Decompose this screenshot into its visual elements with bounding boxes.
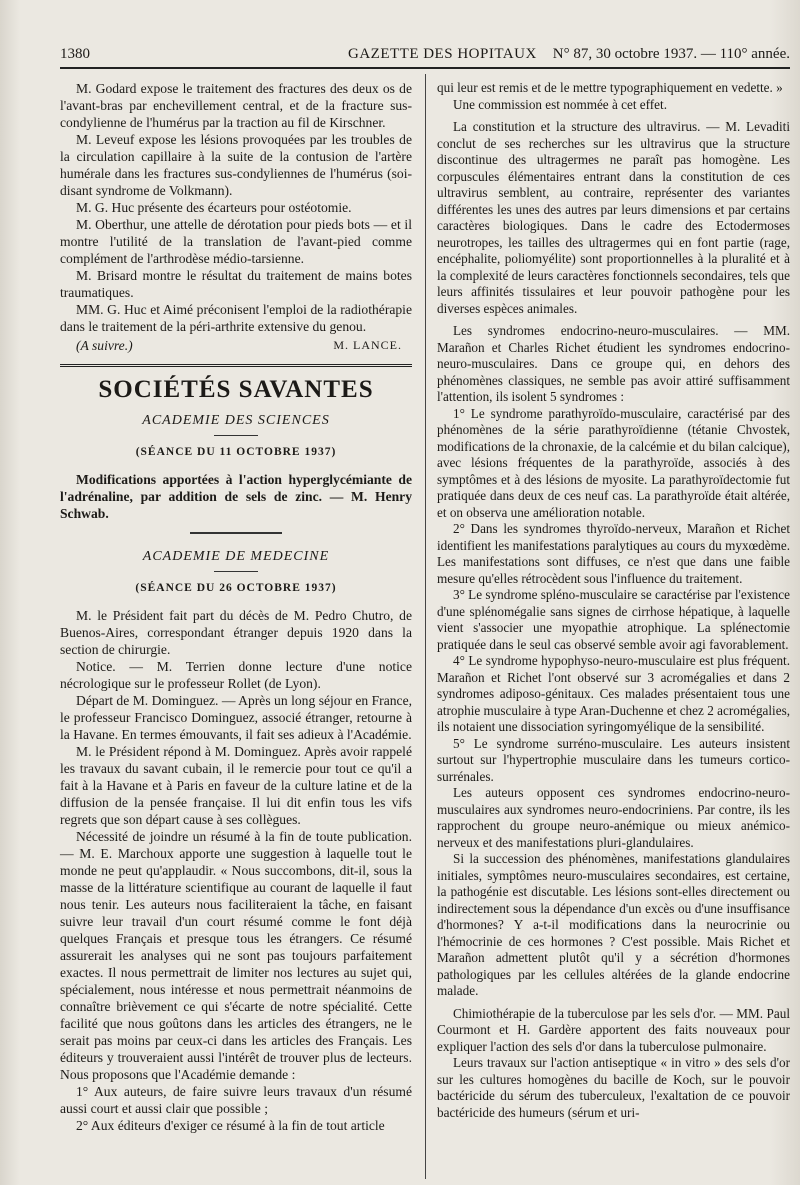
paragraph-brisard: M. Brisard montre le résultat du traitement de mains botes traumatiques. <box>60 268 412 300</box>
syndrome-4: 4° Le syndrome hypophyso-neuro-musculaire est plus fréquent. Marañon et Richet l'ont observé sur 3 acromégalies et dans 2 syndromes adiposo-génitaux. Ces malades présentaient tous une atrophie musculaire à type Aran-Duchenne et chez 2 acromégalies, ils notaient une dissociation syringomyélique de la sensibilité. <box>437 653 790 734</box>
paragraph-reponse: M. le Président répond à M. Dominguez. Après avoir rappelé les travaux du savant cubain, il le remercie pour tout ce qu'il a fait à la Havane et à Paris en faveur de la culture latine et de la diffusion de la pensée française. Il lui dit enfin tous les vifs regrets que son départ cause à ses collègues. <box>60 744 412 827</box>
paragraph-necessite: Nécessité de joindre un résumé à la fin de toute publication. — M. E. Marchoux apporte une suggestion à laquelle tout le monde ne peut qu'applaudir. « Nous succombons, dit-il, sous la masse de la littérature scientifique au courant de laquelle il faut nous tenir. Les auteurs nous faciliteraient la tâche, en faisant suivre leur travail d'un court résumé comme le font déjà quelques Français et presque tous les étrangers. Ce résumé assurerait les analyses qui ne sont pas toujours parfaitement exactes. Il nous permettrait de limiter nos lectures au sujet qui, spécialement, nous intéresse et nous permettrait néanmoins de connaître brièvement ce qui s'écarte de notre spécialité. Cette facilité que nous goûtons dans les articles des étrangers, ne le serait pas moins par ceux-ci dans les articles des Français. Les éditeurs y trouveraient aussi l'intérêt de trouver plus de lecteurs. Nous proposons que l'Académie demande : <box>60 829 412 1082</box>
paragraph-godard: M. Godard expose le traitement des fractures des deux os de l'avant-bras par enchevillement central, et de la fracture sus-condylienne de l'humérus par la traction au fil de Kirschner. <box>60 81 412 130</box>
paragraph-leveuf: M. Leveuf expose les lésions provoquées par les troubles de la circulation capillaire à la suite de la contusion de l'artère humérale dans les fractures sus-condyliennes de l'humérus (soi-disant syndrome de Volkmann). <box>60 132 412 198</box>
paragraph-succession: Si la succession des phénomènes, manifestations glandulaires initiales, symptômes neuro-musculaires secondaires, est certaine, la pathogénie est discutable. Les lésions sont-elles directement ou indirectement sous la dépendance d'un excès ou d'une insuffisance d'hormones? Y a-t-il modifications dans la neurocrinie ou l'hémocrinie de ces hormones ? C'est possible. Mais Richet et Marañon admettent plutôt qu'il y a sécrétion d'hormones pathologiques par les cellules altérées de la glande endocrine malade. <box>437 851 790 998</box>
syndrome-1: 1° Le syndrome parathyroïdo-musculaire, caractérisé par des phénomènes de la série parathyroïdienne (tétanie Chvostek, modifications de la chronaxie, de la calcémie et du bilan calcique), avec lésions fréquentes de la parathyroïde, associés à des symptômes et à des lésions de myosite. La parathyroïdectomie fut pratiquée dans deux de ces neuf cas. La parathyroïde était altérée, et on observa une amélioration notable. <box>437 405 790 520</box>
mid-rule <box>190 532 282 534</box>
short-rule <box>214 435 258 436</box>
paragraph-opposent: Les auteurs opposent ces syndromes endocrino-neuro-musculaires aux syndromes neuro-endocriniens. Par contre, ils les rapprochent du groupe neuro-anémique ou mieux anémico-nerveux et des manifestations pluri-glandulaires. <box>437 785 790 850</box>
academy-sciences-heading: ACADEMIE DES SCIENCES <box>142 413 330 428</box>
syndrome-2: 2° Dans les syndromes thyroïdo-nerveux, Marañon et Richet identifient les manifestations paralytiques au cours du myxœdème. Les manifestations sont diffuses, ce n'est que dans une faible mesure qu'elles rétrocèdent sous l'influence du traitement. <box>437 521 790 586</box>
paragraph-chimiotherapie: Chimiothérapie de la tuberculose par les sels d'or. — MM. Paul Courmont et H. Gardère apportent des faits nouveaux pour expliquer l'action des sels d'or dans la tuberculose pulmonaire. <box>437 1005 790 1054</box>
page-header <box>60 46 790 66</box>
left-column <box>60 80 412 1134</box>
right-column <box>437 80 790 1121</box>
paragraph-commission: Une commission est nommée à cet effet. <box>453 96 667 112</box>
paragraph-syndromes: Les syndromes endocrino-neuro-musculaires. — MM. Marañon et Charles Richet étudient les syndromes endocrino-neuro-musculaires. Dans ce groupe qui, en dehors des phénomènes classiques, ne semble pas avoir attiré suffisamment l'attention, ils isolent 5 syndromes : <box>437 323 790 404</box>
section-double-rule <box>60 364 412 367</box>
syndrome-5: 5° Le syndrome surréno-musculaire. Les auteurs insistent surtout sur l'hypertrophie musculaire dans les tumeurs cortico-surrénales. <box>437 735 790 784</box>
paragraph-president: M. le Président fait part du décès de M. Pedro Chutro, de Buenos-Aires, correspondant étranger depuis 1920 dans la section de chirurgie. <box>60 608 412 657</box>
article-author: M. LANCE. <box>333 338 402 352</box>
paragraph-item-1: 1° Aux auteurs, de faire suivre leurs travaux d'un résumé aussi court et aussi clair que possible ; <box>60 1084 412 1116</box>
syndrome-3: 3° Le syndrome spléno-musculaire se caractérise par l'existence d'une splénomégalie sans signes de cirrhose hépatique, à laquelle vient s'associer une myopathie atrophique. La splénectomie pratiquée dans le seul cas observé semble avoir agi favorablement. <box>437 587 790 652</box>
header-rule <box>60 67 790 69</box>
paragraph-modifications: Modifications apportées à l'action hyperglycémiante de l'adrénaline, par addition de sels de zinc. — M. Henry Schwab. <box>60 472 412 521</box>
signature-line <box>60 337 412 354</box>
journal-title: GAZETTE DES HOPITAUX <box>348 46 537 62</box>
seance-date-2: (SÉANCE DU 26 OCTOBRE 1937) <box>135 582 337 594</box>
issue-info: N° 87, 30 octobre 1937. — 110° année. <box>552 46 790 62</box>
seance-date-1: (SÉANCE DU 11 OCTOBRE 1937) <box>135 446 337 458</box>
column-divider <box>425 74 426 1179</box>
paragraph-oberthur: M. Oberthur, une attelle de dérotation pour pieds bots — et il montre l'utilité de la translation de l'avant-pied comme complément de l'arthrodèse médio-tarsienne. <box>60 217 412 266</box>
to-be-continued: (A suivre.) <box>76 338 133 353</box>
paragraph-travaux: Leurs travaux sur l'action antiseptique « in vitro » des sels d'or sur les cultures homogènes du bacille de Koch, sur le pouvoir bactéricide du sérum des tuberculeux, l'exaltation de ce pouvoir bactéricide des humeurs (sérum et uri- <box>437 1055 790 1120</box>
academy-medicine-heading: ACADEMIE DE MEDECINE <box>142 549 330 564</box>
paragraph-continuation: qui leur est remis et de le mettre typographiquement en vedette. » <box>437 80 783 95</box>
paragraph-notice: Notice. — M. Terrien donne lecture d'une notice nécrologique sur le professeur Rollet (de Lyon). <box>60 659 412 691</box>
page-number: 1380 <box>60 46 90 62</box>
paragraph-huc: M. G. Huc présente des écarteurs pour ostéotomie. <box>76 200 352 215</box>
paragraph-item-2: 2° Aux éditeurs d'exiger ce résumé à la fin de tout article <box>76 1118 385 1133</box>
paragraph-huc-aime: MM. G. Huc et Aimé préconisent l'emploi de la radiothérapie dans le traitement de la péri-arthrite extensive du genou. <box>60 302 412 334</box>
short-rule <box>214 571 258 572</box>
paragraph-depart: Départ de M. Dominguez. — Après un long séjour en France, le professeur Francisco Dominguez, associé étranger, retourne à la Havane. En termes émouvants, il fait ses adieux à l'Académie. <box>60 693 412 742</box>
paragraph-ultravirus: La constitution et la structure des ultravirus. — M. Levaditi conclut de ses recherches sur les ultravirus que la structure discontinue des ultragermes ne paraît pas homogène. Les corpuscules élémentaires entrant dans la constitution de ces ultravirus semblent, au contraire, représenter des variantes différentes les unes des autres par leurs dimensions et par certains caractères biologiques. Dans le cadre des Ectodermoses neurotropes, les tailles des ultragermes qui en font partie (rage, encéphalite, poliomyélite) sont proportionnelles à la pluralité et à la complexité de leurs caractères fonctionnels secondaires, tels que leurs affinités tissulaires et leur pouvoir pathogène pour les diverses espèces animales. <box>437 119 790 316</box>
section-title: SOCIÉTÉS SAVANTES <box>98 376 374 403</box>
